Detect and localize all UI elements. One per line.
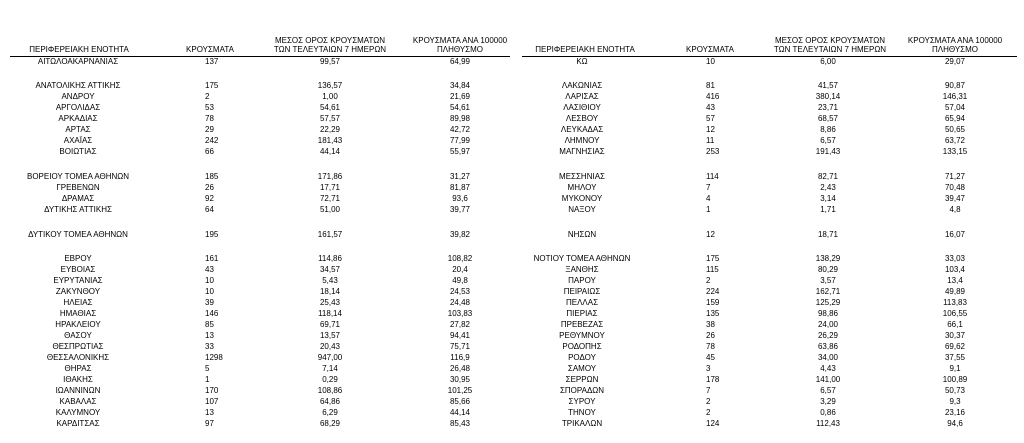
- table-row: [0, 146, 1024, 157]
- right-cell-avg: 98,86: [817, 309, 839, 318]
- right-cell-cases: 81: [706, 81, 715, 90]
- table-row: [0, 363, 1024, 374]
- left-cell-avg: 118,14: [318, 309, 342, 318]
- left-cell-cases: 161: [205, 254, 219, 263]
- right-cell-avg: 80,29: [817, 265, 839, 274]
- right-cell-cases: 3: [706, 364, 711, 373]
- left-cell-avg: 108,86: [317, 386, 343, 395]
- left-cell-avg: 5,43: [322, 276, 338, 285]
- left-cell-cases: 137: [205, 57, 219, 66]
- right-cell-region: ΡΕΘΥΜΝΟΥ: [559, 331, 605, 340]
- left-cell-cases: 107: [205, 397, 219, 406]
- left-cell-cases: 242: [205, 136, 219, 145]
- left-cell-region: ΚΑΡΔΙΤΣΑΣ: [56, 419, 100, 428]
- left-cell-cases: 1: [205, 375, 210, 384]
- right-cell-avg: 34,00: [817, 353, 839, 362]
- left-cell-cases: 146: [205, 309, 219, 318]
- right-cell-region: ΜΗΛΟΥ: [567, 183, 597, 192]
- right-cell-avg: 138,29: [815, 254, 841, 263]
- left-cell-per100k: 34,84: [449, 81, 471, 90]
- table-row: [0, 396, 1024, 407]
- right-cell-per100k: 69,62: [944, 342, 966, 351]
- right-cell-region: ΜΑΓΝΗΣΙΑΣ: [559, 147, 605, 156]
- right-cell-cases: 12: [706, 230, 715, 239]
- left-cell-cases: 78: [205, 114, 214, 123]
- left-cell-cases: 97: [205, 419, 214, 428]
- right-cell-region: ΛΑΡΙΣΑΣ: [565, 92, 599, 101]
- right-cell-cases: 11: [706, 136, 715, 145]
- left-cell-region: ΑΧΑΪΑΣ: [63, 136, 93, 145]
- left-cell-region: ΔΡΑΜΑΣ: [61, 194, 95, 203]
- left-cell-avg: 57,57: [319, 114, 341, 123]
- left-cell-per100k: 39,77: [449, 205, 471, 214]
- right-cell-cases: 2: [706, 276, 711, 285]
- left-cell-region: ΗΛΕΙΑΣ: [63, 298, 93, 307]
- left-cell-avg: 72,71: [319, 194, 341, 203]
- left-cell-per100k: 94,41: [449, 331, 471, 340]
- left-cell-per100k: 54,61: [449, 103, 471, 112]
- right-cell-per100k: 103,4: [944, 265, 966, 274]
- left-cell-region: ΘΗΡΑΣ: [64, 364, 92, 373]
- right-cell-per100k: 33,03: [944, 254, 966, 263]
- header-per100k-line2: ΠΛΗΘΥΣΜΟ: [931, 45, 979, 54]
- table-row: [0, 330, 1024, 341]
- right-cell-region: ΠΕΛΛΑΣ: [565, 298, 599, 307]
- table-row: [0, 182, 1024, 193]
- right-cell-per100k: 4,8: [949, 205, 961, 214]
- right-cell-region: ΛΑΣΙΘΙΟΥ: [563, 103, 601, 112]
- right-cell-per100k: 106,55: [942, 309, 968, 318]
- left-cell-per100k: 116,9: [450, 353, 470, 362]
- right-cell-cases: 175: [706, 254, 720, 263]
- header-avg-line2: ΤΩΝ ΤΕΛΕΥΤΑΙΩΝ 7 ΗΜΕΡΩΝ: [273, 45, 387, 54]
- left-cell-region: ΒΟΙΩΤΙΑΣ: [59, 147, 97, 156]
- right-cell-cases: 7: [706, 386, 711, 395]
- table-row: [0, 374, 1024, 385]
- header-avg-line2: ΤΩΝ ΤΕΛΕΥΤΑΙΩΝ 7 ΗΜΕΡΩΝ: [773, 45, 887, 54]
- right-cell-region: ΣΠΟΡΑΔΩΝ: [559, 386, 605, 395]
- left-cell-cases: 1298: [205, 353, 223, 362]
- left-cell-cases: 33: [205, 342, 214, 351]
- right-cell-region: ΣΕΡΡΩΝ: [565, 375, 599, 384]
- left-cell-region: ΘΕΣΠΡΩΤΙΑΣ: [52, 342, 104, 351]
- right-cell-cases: 416: [706, 92, 720, 101]
- left-cell-avg: 181,43: [317, 136, 343, 145]
- left-cell-cases: 85: [205, 320, 214, 329]
- left-cell-per100k: 42,72: [449, 125, 471, 134]
- right-cell-cases: 159: [706, 298, 720, 307]
- right-cell-cases: 57: [706, 114, 715, 123]
- left-cell-cases: 64: [205, 205, 214, 214]
- table-row: [0, 113, 1024, 124]
- header-per100k-line2: ΠΛΗΘΥΣΜΟ: [436, 45, 484, 54]
- right-cell-per100k: 23,16: [944, 408, 966, 417]
- left-cell-region: ΖΑΚΥΝΘΟΥ: [55, 287, 101, 296]
- left-cell-avg: 947,00: [317, 353, 343, 362]
- left-cell-per100k: 39,82: [449, 230, 471, 239]
- right-cell-region: ΤΡΙΚΑΛΩΝ: [561, 419, 603, 428]
- table-row: [0, 385, 1024, 396]
- right-cell-per100k: 49,89: [944, 287, 966, 296]
- right-cell-avg: 3,29: [820, 397, 836, 406]
- left-cell-region: ΑΙΤΩΛΟΑΚΑΡΝΑΝΙΑΣ: [37, 57, 119, 66]
- right-cell-per100k: 113,83: [943, 298, 967, 307]
- right-cell-per100k: 63,72: [944, 136, 966, 145]
- right-cell-cases: 45: [706, 353, 715, 362]
- right-cell-region: ΛΕΥΚΑΔΑΣ: [560, 125, 604, 134]
- header-per100k-line1: ΚΡΟΥΣΜΑΤΑ ΑΝΑ 100000: [412, 36, 508, 45]
- header-per100k-right: [890, 36, 1020, 54]
- left-cell-cases: 185: [205, 172, 219, 181]
- right-cell-avg: 125,29: [815, 298, 841, 307]
- left-cell-avg: 51,00: [319, 205, 341, 214]
- right-cell-region: ΛΗΜΝΟΥ: [564, 136, 600, 145]
- right-cell-region: ΜΥΚΟΝΟΥ: [561, 194, 603, 203]
- table-row: [0, 135, 1024, 146]
- left-cell-per100k: 75,71: [449, 342, 471, 351]
- right-cell-cases: 1: [706, 205, 711, 214]
- right-cell-region: ΛΕΣΒΟΥ: [565, 114, 599, 123]
- right-cell-avg: 1,71: [820, 205, 836, 214]
- right-cell-avg: 63,86: [817, 342, 839, 351]
- left-cell-per100k: 85,43: [449, 419, 471, 428]
- right-cell-region: ΡΟΔΟΠΗΣ: [562, 342, 602, 351]
- right-cell-region: ΝΗΣΩΝ: [567, 230, 597, 239]
- left-cell-per100k: 31,27: [449, 172, 471, 181]
- left-cell-region: ΑΝΔΡΟΥ: [61, 92, 95, 101]
- left-cell-avg: 99,57: [319, 57, 341, 66]
- header-region-right: ΠΕΡΙΦΕΡΕΙΑΚΗ ΕΝΟΤΗΤΑ: [535, 45, 635, 54]
- right-cell-cases: 12: [706, 125, 715, 134]
- left-cell-avg: 161,57: [317, 230, 343, 239]
- right-cell-avg: 112,43: [816, 419, 840, 428]
- left-cell-cases: 39: [205, 298, 214, 307]
- left-cell-region: ΙΘΑΚΗΣ: [63, 375, 93, 384]
- right-cell-cases: 124: [706, 419, 720, 428]
- right-cell-per100k: 146,31: [942, 92, 968, 101]
- table-row: [0, 124, 1024, 135]
- right-cell-region: ΝΟΤΙΟΥ ΤΟΜΕΑ ΑΘΗΝΩΝ: [533, 254, 631, 263]
- left-cell-region: ΚΑΛΥΜΝΟΥ: [55, 408, 101, 417]
- left-cell-region: ΕΥΒΟΙΑΣ: [60, 265, 96, 274]
- right-cell-avg: 4,43: [820, 364, 836, 373]
- left-cell-avg: 34,57: [319, 265, 341, 274]
- right-cell-avg: 380,14: [815, 92, 841, 101]
- left-cell-per100k: 49,8: [452, 276, 468, 285]
- left-cell-cases: 53: [205, 103, 214, 112]
- table-row: [0, 171, 1024, 182]
- right-cell-per100k: 50,73: [944, 386, 966, 395]
- left-cell-region: ΕΒΡΟΥ: [64, 254, 92, 263]
- right-cell-cases: 38: [706, 320, 715, 329]
- table-row: [0, 352, 1024, 363]
- right-cell-per100k: 37,55: [944, 353, 966, 362]
- left-cell-avg: 54,61: [319, 103, 341, 112]
- right-cell-cases: 178: [706, 375, 720, 384]
- right-cell-per100k: 57,04: [944, 103, 966, 112]
- left-cell-per100k: 93,6: [452, 194, 468, 203]
- left-cell-per100k: 108,82: [447, 254, 473, 263]
- left-cell-region: ΑΡΓΟΛΙΔΑΣ: [55, 103, 101, 112]
- table-row: [0, 193, 1024, 204]
- right-cell-per100k: 100,89: [942, 375, 968, 384]
- left-cell-cases: 170: [205, 386, 219, 395]
- right-cell-per100k: 65,94: [944, 114, 966, 123]
- left-cell-cases: 13: [205, 408, 214, 417]
- right-cell-cases: 114: [706, 172, 719, 181]
- table-row: [0, 264, 1024, 275]
- right-cell-cases: 253: [706, 147, 720, 156]
- header-cases-right: ΚΡΟΥΣΜΑΤΑ: [686, 45, 734, 54]
- right-cell-region: ΞΑΝΘΗΣ: [565, 265, 599, 274]
- right-cell-region: ΠΙΕΡΙΑΣ: [566, 309, 598, 318]
- left-cell-per100k: 55,97: [449, 147, 471, 156]
- left-cell-cases: 195: [205, 230, 219, 239]
- right-cell-avg: 24,00: [817, 320, 839, 329]
- left-cell-cases: 43: [205, 265, 214, 274]
- left-cell-region: ΔΥΤΙΚΟΥ ΤΟΜΕΑ ΑΘΗΝΩΝ: [28, 230, 128, 239]
- right-cell-avg: 68,57: [817, 114, 839, 123]
- right-cell-avg: 3,14: [820, 194, 836, 203]
- left-cell-avg: 64,86: [319, 397, 341, 406]
- left-cell-cases: 29: [205, 125, 214, 134]
- header-cases-left: ΚΡΟΥΣΜΑΤΑ: [186, 45, 234, 54]
- left-cell-region: ΑΝΑΤΟΛΙΚΗΣ ΑΤΤΙΚΗΣ: [35, 81, 121, 90]
- right-cell-region: ΠΑΡΟΥ: [568, 276, 596, 285]
- right-cell-cases: 224: [706, 287, 720, 296]
- left-cell-per100k: 103,83: [447, 309, 473, 318]
- right-cell-avg: 141,00: [815, 375, 841, 384]
- right-cell-per100k: 94,6: [947, 419, 963, 428]
- left-cell-avg: 136,57: [317, 81, 343, 90]
- header-per100k-left: [395, 36, 525, 54]
- left-cell-avg: 114,86: [318, 254, 342, 263]
- right-cell-per100k: 16,07: [944, 230, 966, 239]
- right-cell-per100k: 39,47: [944, 194, 966, 203]
- left-cell-per100k: 77,99: [449, 136, 471, 145]
- right-cell-cases: 10: [706, 57, 715, 66]
- header-avg-line1: ΜΕΣΟΣ ΟΡΟΣ ΚΡΟΥΣΜΑΤΩΝ: [774, 36, 886, 45]
- header-region-left: ΠΕΡΙΦΕΡΕΙΑΚΗ ΕΝΟΤΗΤΑ: [29, 45, 129, 54]
- right-cell-per100k: 133,15: [942, 147, 968, 156]
- header-avg-right: [765, 36, 895, 54]
- right-cell-avg: 0,86: [820, 408, 836, 417]
- right-cell-avg: 162,71: [815, 287, 841, 296]
- right-cell-cases: 2: [706, 408, 711, 417]
- left-cell-per100k: 64,99: [449, 57, 471, 66]
- left-cell-cases: 10: [205, 287, 214, 296]
- right-cell-avg: 6,57: [820, 386, 836, 395]
- left-cell-per100k: 24,48: [449, 298, 471, 307]
- table-row: [0, 80, 1024, 91]
- left-cell-avg: 6,29: [322, 408, 338, 417]
- left-cell-per100k: 21,69: [449, 92, 471, 101]
- right-cell-per100k: 90,87: [944, 81, 966, 90]
- right-cell-region: ΠΡΕΒΕΖΑΣ: [560, 320, 604, 329]
- right-cell-per100k: 30,37: [944, 331, 966, 340]
- right-cell-avg: 6,00: [820, 57, 836, 66]
- left-cell-per100k: 101,25: [447, 386, 473, 395]
- left-cell-cases: 26: [205, 183, 214, 192]
- right-cell-avg: 3,57: [820, 276, 836, 285]
- right-cell-cases: 43: [706, 103, 715, 112]
- right-cell-avg: 2,43: [820, 183, 836, 192]
- right-cell-region: ΛΑΚΩΝΙΑΣ: [561, 81, 603, 90]
- table-row: [0, 308, 1024, 319]
- left-cell-region: ΓΡΕΒΕΝΩΝ: [56, 183, 100, 192]
- table-row: [0, 418, 1024, 429]
- left-cell-avg: 68,29: [319, 419, 341, 428]
- right-cell-region: ΣΑΜΟΥ: [567, 364, 597, 373]
- left-cell-per100k: 24,53: [449, 287, 471, 296]
- right-cell-region: ΚΩ: [576, 57, 588, 66]
- left-cell-per100k: 30,95: [449, 375, 471, 384]
- left-cell-avg: 20,43: [319, 342, 341, 351]
- left-cell-per100k: 81,87: [449, 183, 471, 192]
- table-row: [0, 253, 1024, 264]
- table-row: [0, 102, 1024, 113]
- left-cell-cases: 5: [205, 364, 210, 373]
- left-cell-avg: 13,57: [319, 331, 341, 340]
- right-cell-cases: 7: [706, 183, 711, 192]
- right-cell-region: ΠΕΙΡΑΙΩΣ: [563, 287, 601, 296]
- left-cell-region: ΑΡΤΑΣ: [65, 125, 91, 134]
- left-cell-avg: 1,00: [322, 92, 338, 101]
- right-cell-avg: 23,71: [817, 103, 839, 112]
- left-cell-region: ΘΑΣΟΥ: [64, 331, 92, 340]
- left-cell-region: ΗΡΑΚΛΕΙΟΥ: [55, 320, 101, 329]
- left-cell-per100k: 85,66: [449, 397, 471, 406]
- table-row: [0, 286, 1024, 297]
- left-cell-region: ΘΕΣΣΑΛΟΝΙΚΗΣ: [46, 353, 110, 362]
- header-avg-left: [265, 36, 395, 54]
- left-cell-region: ΕΥΡΥΤΑΝΙΑΣ: [53, 276, 103, 285]
- header-avg-line1: ΜΕΣΟΣ ΟΡΟΣ ΚΡΟΥΣΜΑΤΩΝ: [274, 36, 386, 45]
- left-cell-avg: 18,14: [319, 287, 341, 296]
- left-cell-cases: 13: [205, 331, 214, 340]
- table-row: [0, 407, 1024, 418]
- right-cell-cases: 115: [706, 265, 719, 274]
- right-cell-per100k: 50,65: [944, 125, 966, 134]
- right-cell-region: ΤΗΝΟΥ: [568, 408, 596, 417]
- left-cell-per100k: 26,48: [449, 364, 471, 373]
- left-cell-per100k: 20,4: [452, 265, 468, 274]
- left-cell-region: ΒΟΡΕΙΟΥ ΤΟΜΕΑ ΑΘΗΝΩΝ: [26, 172, 130, 181]
- left-cell-avg: 25,43: [319, 298, 341, 307]
- right-cell-avg: 82,71: [817, 172, 839, 181]
- right-cell-cases: 78: [706, 342, 715, 351]
- left-cell-avg: 69,71: [319, 320, 341, 329]
- left-cell-avg: 44,14: [319, 147, 341, 156]
- left-cell-region: ΔΥΤΙΚΗΣ ΑΤΤΙΚΗΣ: [44, 205, 112, 214]
- table-row: [0, 319, 1024, 330]
- right-cell-per100k: 9,3: [949, 397, 961, 406]
- right-cell-cases: 2: [706, 397, 711, 406]
- left-cell-avg: 171,86: [317, 172, 343, 181]
- left-cell-avg: 17,71: [319, 183, 341, 192]
- table-row: [0, 229, 1024, 240]
- left-cell-avg: 22,29: [319, 125, 341, 134]
- left-cell-region: ΚΑΒΑΛΑΣ: [59, 397, 97, 406]
- right-cell-per100k: 66,1: [947, 320, 963, 329]
- left-cell-cases: 175: [205, 81, 219, 90]
- left-cell-avg: 7,14: [322, 364, 338, 373]
- left-cell-cases: 66: [205, 147, 214, 156]
- left-cell-region: ΙΩΑΝΝΙΝΩΝ: [55, 386, 101, 395]
- right-cell-avg: 41,57: [817, 81, 839, 90]
- table-row: [0, 56, 1024, 67]
- right-cell-region: ΡΟΔΟΥ: [568, 353, 596, 362]
- right-cell-per100k: 29,07: [944, 57, 966, 66]
- right-cell-per100k: 71,27: [944, 172, 966, 181]
- left-cell-per100k: 44,14: [449, 408, 471, 417]
- left-cell-avg: 0,29: [322, 375, 338, 384]
- table-row: [0, 204, 1024, 215]
- right-cell-avg: 8,86: [820, 125, 836, 134]
- table-row: [0, 275, 1024, 286]
- table-row: [0, 91, 1024, 102]
- right-cell-per100k: 9,1: [949, 364, 961, 373]
- table-row: [0, 341, 1024, 352]
- right-cell-region: ΝΑΞΟΥ: [568, 205, 596, 214]
- left-cell-region: ΑΡΚΑΔΙΑΣ: [58, 114, 98, 123]
- right-cell-per100k: 13,4: [947, 276, 963, 285]
- right-cell-per100k: 70,48: [944, 183, 966, 192]
- right-cell-cases: 135: [706, 309, 720, 318]
- table-row: [0, 297, 1024, 308]
- left-cell-per100k: 27,82: [449, 320, 471, 329]
- right-cell-cases: 26: [706, 331, 715, 340]
- right-cell-avg: 18,71: [817, 230, 839, 239]
- left-cell-cases: 2: [205, 92, 210, 101]
- left-cell-per100k: 89,98: [449, 114, 471, 123]
- right-cell-avg: 6,57: [820, 136, 836, 145]
- right-cell-avg: 191,43: [815, 147, 841, 156]
- right-cell-region: ΜΕΣΣΗΝΙΑΣ: [559, 172, 605, 181]
- header-per100k-line1: ΚΡΟΥΣΜΑΤΑ ΑΝΑ 100000: [907, 36, 1003, 45]
- right-cell-avg: 26,29: [817, 331, 839, 340]
- left-cell-region: ΗΜΑΘΙΑΣ: [59, 309, 97, 318]
- left-cell-cases: 92: [205, 194, 214, 203]
- right-cell-cases: 4: [706, 194, 711, 203]
- right-cell-region: ΣΥΡΟΥ: [568, 397, 596, 406]
- left-cell-cases: 10: [205, 276, 214, 285]
